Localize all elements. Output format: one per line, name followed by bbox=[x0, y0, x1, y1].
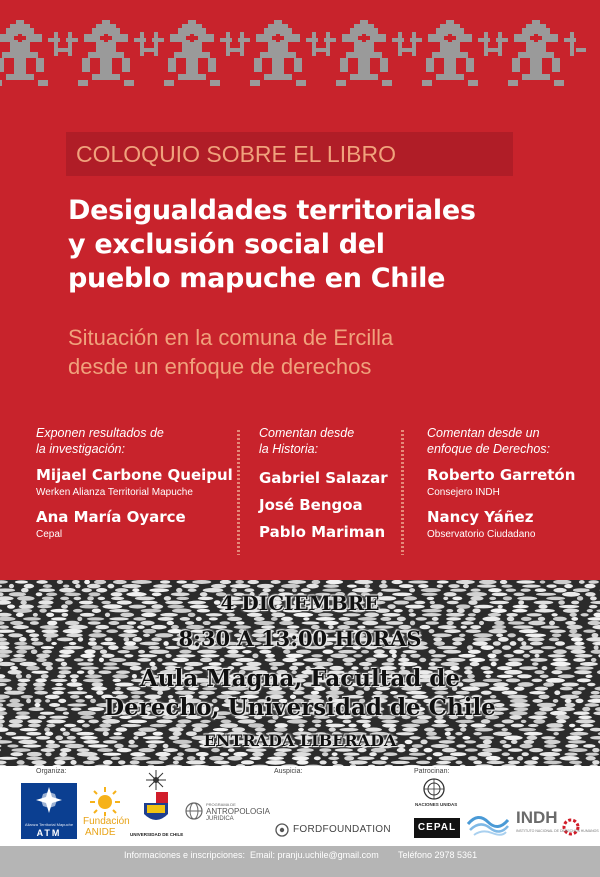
speaker-name: Gabriel Salazar bbox=[259, 469, 388, 487]
colloquium-kicker: COLOQUIO SOBRE EL LIBRO bbox=[66, 132, 513, 176]
cepal-label: CEPAL bbox=[417, 822, 457, 833]
speaker-affiliation: Observatorio Ciudadano bbox=[427, 529, 536, 540]
event-details bbox=[0, 590, 600, 752]
title-line-1: Desigualdades territoriales bbox=[68, 195, 476, 226]
speaker-name: Mijael Carbone Queipul bbox=[36, 466, 233, 484]
intro-line: la investigación: bbox=[36, 442, 125, 456]
speaker-name: Pablo Mariman bbox=[259, 523, 386, 541]
event-date: 4 DICIEMBRE bbox=[220, 591, 380, 615]
patrocinan-label: Patrocinan: bbox=[414, 768, 450, 775]
uchile-label: UNIVERSIDAD DE CHILE bbox=[130, 832, 184, 837]
speaker-name: José Bengoa bbox=[259, 496, 363, 514]
ford-label: FORDFOUNDATION bbox=[293, 824, 391, 835]
intro-line: enfoque de Derechos: bbox=[427, 442, 551, 456]
uchile-crest-icon bbox=[138, 768, 174, 832]
anide-bottom: ANIDE bbox=[85, 827, 116, 838]
speaker-name: Roberto Garretón bbox=[427, 466, 576, 484]
organiza-label: Organiza: bbox=[36, 768, 67, 775]
contact-email: Email: pranju.uchile@gmail.com bbox=[250, 850, 379, 860]
title-line-3: pueblo mapuche en Chile bbox=[68, 263, 446, 294]
history-column bbox=[259, 425, 388, 541]
un-label: NACIONES UNIDAS bbox=[415, 802, 458, 807]
sun-icon bbox=[88, 786, 122, 816]
speaker bbox=[427, 508, 575, 540]
book-subtitle bbox=[68, 323, 588, 381]
textile-pattern-band bbox=[0, 18, 600, 90]
intro-line: Exponen resultados de bbox=[36, 426, 164, 440]
atm-logo bbox=[21, 783, 77, 839]
speaker bbox=[427, 466, 575, 498]
book-title bbox=[68, 194, 588, 296]
ford-foundation-icon bbox=[275, 823, 289, 837]
speaker-affiliation: Cepal bbox=[36, 529, 63, 540]
event-venue-line-1: Aula Magna, Facultad de bbox=[139, 665, 461, 692]
contact-phone: Teléfono 2978 5361 bbox=[398, 850, 478, 860]
intro-line: Comentan desde bbox=[259, 426, 355, 440]
antro-bottom: JURIDICA bbox=[206, 816, 234, 822]
sponsor-strip bbox=[0, 766, 600, 846]
anide-top: Fundación bbox=[83, 816, 130, 827]
antro-mid: ANTROPOLOGIA bbox=[206, 807, 271, 816]
speaker-name: Nancy Yáñez bbox=[427, 508, 534, 526]
info-label: Informaciones e inscripciones: bbox=[124, 850, 246, 860]
intro-line: Comentan desde un bbox=[427, 426, 540, 440]
title-line-2: y exclusión social del bbox=[68, 229, 385, 260]
atm-label: ATM bbox=[36, 828, 62, 838]
speaker bbox=[36, 508, 233, 540]
rights-column bbox=[427, 425, 575, 540]
column-divider bbox=[237, 430, 240, 555]
subtitle-line-1: Situación en la comuna de Ercilla bbox=[68, 325, 394, 350]
waves-logo-icon bbox=[466, 804, 510, 838]
intro-line: la Historia: bbox=[259, 442, 319, 456]
event-time: 8:30 A 13:00 HORAS bbox=[178, 626, 422, 651]
indh-label: INDH bbox=[516, 808, 558, 827]
auspicia-label: Auspicia: bbox=[274, 768, 303, 775]
column-divider bbox=[401, 430, 404, 555]
speaker-affiliation: Werken Alianza Territorial Mapuche bbox=[36, 487, 193, 498]
contact-footer bbox=[0, 846, 600, 877]
history-intro bbox=[259, 425, 388, 457]
atm-subtitle: Alianza Territorial Mapuche bbox=[24, 822, 74, 827]
speaker-affiliation: Consejero INDH bbox=[427, 487, 500, 498]
speaker-name: Ana María Oyarce bbox=[36, 508, 186, 526]
globe-icon bbox=[184, 802, 204, 820]
event-venue-line-2: Derecho, Universidad de Chile bbox=[104, 694, 496, 721]
rights-intro bbox=[427, 425, 575, 457]
presenters-column bbox=[36, 425, 233, 540]
subtitle-line-2: desde un enfoque de derechos bbox=[68, 354, 372, 379]
indh-subtitle: INSTITUTO NACIONAL DE DERECHOS HUMANOS bbox=[516, 829, 599, 833]
speaker bbox=[36, 466, 233, 498]
cepal-logo bbox=[414, 818, 460, 838]
admission: ENTRADA LIBERADA bbox=[203, 731, 397, 750]
presenters-intro bbox=[36, 425, 233, 457]
un-emblem-icon bbox=[423, 778, 445, 800]
indh-emblem-icon bbox=[562, 818, 580, 836]
antro-top: PROGRAMA DE bbox=[206, 802, 236, 807]
star-icon bbox=[21, 783, 77, 817]
